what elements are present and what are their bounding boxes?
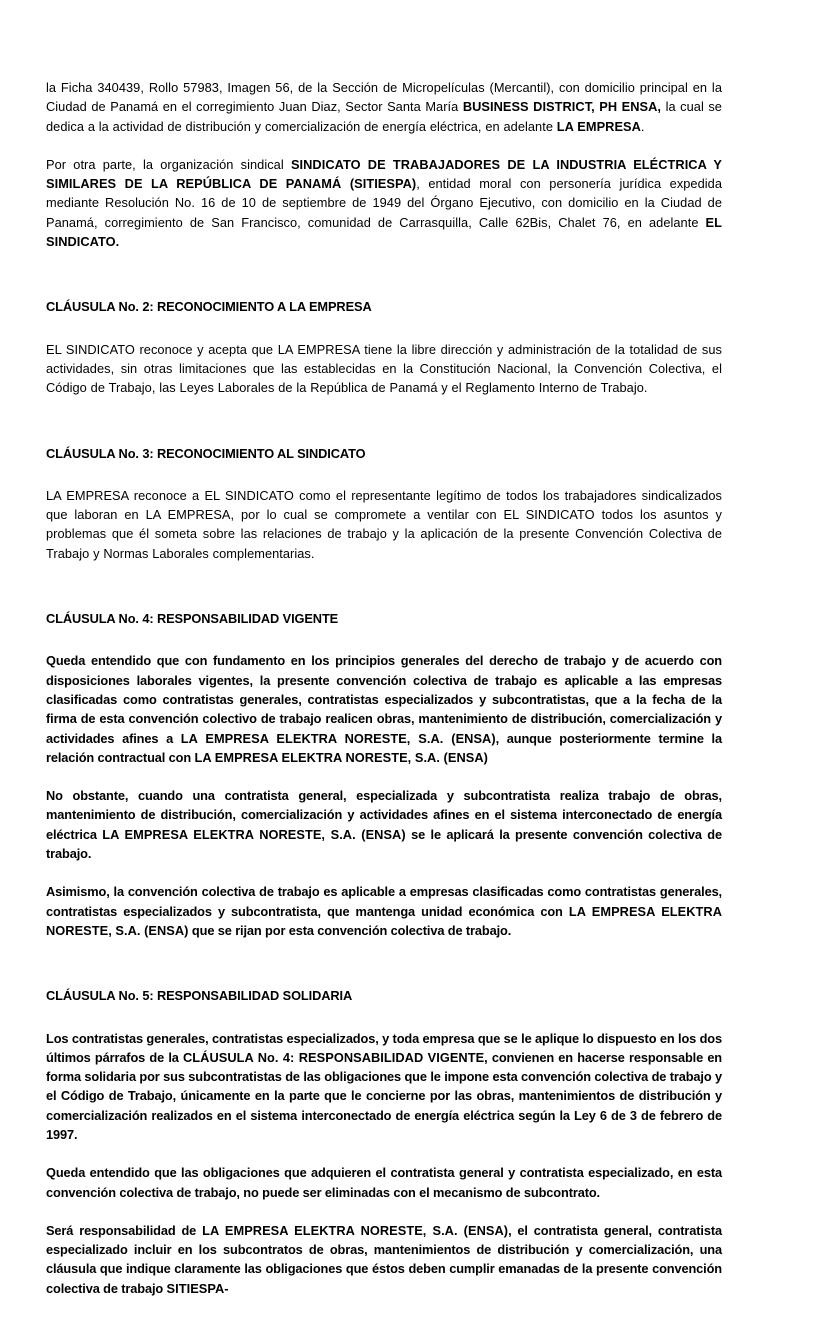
- clause-heading: CLÁUSULA No. 3: RECONOCIMIENTO AL SINDICATO: [46, 445, 366, 461]
- block-spacer: [46, 959, 722, 986]
- heading-spacer: [46, 463, 722, 486]
- emphasis-run: LA EMPRESA: [556, 118, 641, 134]
- text-run: Será responsabilidad de: [46, 1222, 203, 1238]
- paragraph: [46, 786, 722, 863]
- heading-spacer: [46, 628, 722, 651]
- text-run: se le aplicará la presente convención colectiva de trabajo.: [46, 826, 722, 862]
- emphasis-run: EL SINDICATO.: [46, 214, 722, 250]
- text-run: la cual se dedica a la actividad de distribución y comercialización de energía eléctrica, en adelante: [46, 99, 722, 134]
- text-run: , entidad moral con personería jurídica expedida mediante Resolución No. 16 de 10 de septiembre de 1949 del Órgano Ejecutivo, con domicilio en la Ciudad de Panamá, corregimiento de San Francisco, comunidad de Carrasquilla, Calle 62Bis, Chalet 76, en adelante: [46, 176, 722, 230]
- emphasis-run: LA EMPRESA ELEKTRA NORESTE, S.A. (ENSA): [202, 1222, 509, 1238]
- paragraph: [46, 155, 722, 251]
- paragraph: [46, 1163, 722, 1202]
- text-run: , aunque posteriormente termine la relación contractual con: [46, 730, 722, 765]
- text-run: , el contratista general, contratista especializado incluir en los subcontratos de obras, mantenimientos de distribución y comercialización, una cláusula que indique claramente las obligaciones que éstos deben cumplir emanadas de la presente convención colectiva de trabajo: [46, 1222, 722, 1296]
- text-run: la Ficha 340439, Rollo 57983, Imagen 56, de la Sección de Micropelículas (Mercantil), con domicilio principal en la Ciudad de Panamá en el corregimiento Juan Diaz, Sector Santa María: [46, 80, 722, 115]
- emphasis-run: LA EMPRESA ELEKTRA NORESTE, S.A. (ENSA): [46, 903, 722, 938]
- paragraph: [46, 340, 722, 398]
- emphasis-run: LA EMPRESA ELEKTRA NORESTE, S.A. (ENSA): [194, 749, 488, 765]
- clause-heading: CLÁUSULA No. 5: RESPONSABILIDAD SOLIDARIA: [46, 988, 353, 1004]
- block-spacer: [46, 582, 722, 609]
- heading-spacer: [46, 317, 722, 340]
- text-run: que se rijan por esta convención colectiva de trabajo.: [188, 922, 512, 938]
- emphasis-run: LA EMPRESA ELEKTRA NORESTE, S.A. (ENSA): [180, 730, 496, 746]
- text-run: Asimismo, la convención colectiva de trabajo es aplicable a empresas clasificadas como contratistas generales, contratistas especializados y subcontratista, que mantenga unidad económica con: [46, 884, 722, 919]
- text-run: .: [640, 118, 645, 134]
- block-spacer: [46, 417, 722, 444]
- paragraph: [46, 486, 722, 563]
- document-body: [46, 78, 722, 1298]
- text-run: Por otra parte, la organización sindical: [46, 156, 291, 172]
- emphasis-run: SITIESPA-: [166, 1280, 229, 1296]
- text-run: EL SINDICATO reconoce y acepta que LA EMPRESA tiene la libre dirección y administración de la totalidad de sus actividades, sin otras limitaciones que las establecidas en la Constitución Nacional, la Convención Colectiva, el Código de Trabajo, las Leyes Laborales de la República de Panamá y el Reglamento Interno de Trabajo.: [46, 341, 722, 396]
- emphasis-run: BUSINESS DISTRICT, PH ENSA,: [462, 99, 662, 115]
- heading-spacer: [46, 1006, 722, 1029]
- text-run: , convienen en hacerse responsable en forma solidaria por sus subcontratistas de las obligaciones que le impone esta convención colectiva de trabajo y el Código de Trabajo, únicamente en la parte que le concierne por las obras, mantenimientos de distribución y comercialización realizados en el sistema interconectado de energía eléctrica según la Ley 6 de 3 de febrero de 1997.: [46, 1049, 723, 1142]
- emphasis-run: SINDICATO DE TRABAJADORES DE LA INDUSTRIA ELÉCTRICA Y SIMILARES DE LA REPÚBLICA DE PANAMÁ (SITIESPA): [46, 156, 722, 192]
- clause-heading: CLÁUSULA No. 2: RECONOCIMIENTO A LA EMPRESA: [46, 299, 372, 315]
- paragraph: [46, 882, 722, 940]
- text-run: Queda entendido que las obligaciones que adquieren el contratista general y contratista especializado, en esta convención colectiva de trabajo, no puede ser eliminadas con el mecanismo de subcontrato.: [46, 1165, 722, 1200]
- block-spacer: [46, 270, 722, 297]
- emphasis-run: CLÁUSULA No. 4: RESPONSABILIDAD VIGENTE: [183, 1049, 485, 1065]
- text-run: LA EMPRESA reconoce a EL SINDICATO como el representante legítimo de todos los trabajadores sindicalizados que laboran en LA EMPRESA, por lo cual se compromete a ventilar con EL SINDICATO todos los asuntos y problemas que él someta sobre las relaciones de trabajo y la aplicación de la presente Convención Colectiva de Trabajo y Normas Laborales complementarias.: [46, 487, 722, 561]
- paragraph: [46, 1029, 722, 1145]
- text-run: Queda entendido que con fundamento en los principios generales del derecho de trabajo y de acuerdo con disposiciones laborales vigentes, la presente convención colectiva de trabajo es aplicable a las empresas clasificadas como contratistas generales, contratistas especializados y subcontratistas, que a la fecha de la firma de esta convención colectivo de trabajo realicen obras, mantenimiento de distribución, comercialización y actividades afines a: [46, 653, 722, 746]
- text-run: Los contratistas generales, contratistas especializados, y toda empresa que se le aplique lo dispuesto en los dos últimos párrafos de la: [46, 1030, 722, 1065]
- text-run: No obstante, cuando una contratista general, especializada y subcontratista realiza trabajo de obras, mantenimiento de distribución, comercialización y actividades afines en el sistema interconectado de energía eléctrica: [46, 788, 722, 842]
- paragraph: [46, 78, 722, 136]
- clause-heading: CLÁUSULA No. 4: RESPONSABILIDAD VIGENTE: [46, 611, 339, 627]
- emphasis-run: LA EMPRESA ELEKTRA NORESTE, S.A. (ENSA): [102, 826, 406, 842]
- paragraph: [46, 1221, 722, 1298]
- paragraph: [46, 651, 722, 767]
